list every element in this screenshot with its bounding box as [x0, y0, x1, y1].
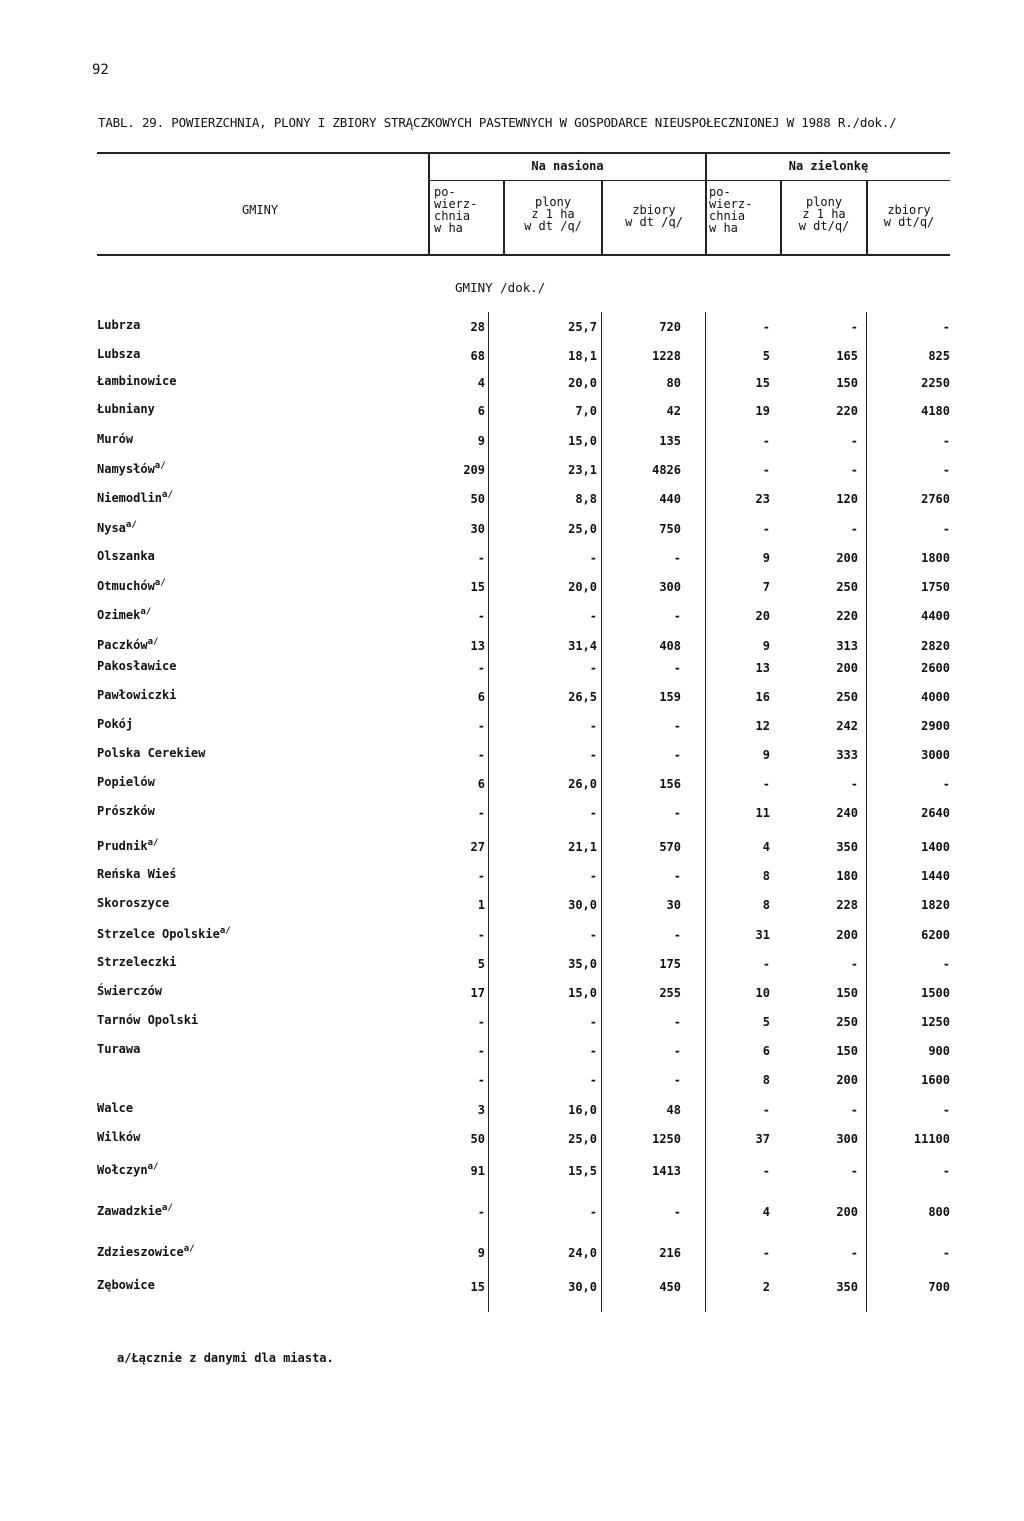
cell-yield-green: 150 [836, 376, 858, 390]
cell-yield-green: 313 [836, 639, 858, 653]
cell-area-seeds: - [477, 551, 485, 565]
row-name: Otmuchów$^{a/}$ [97, 578, 166, 593]
cell-yield-green: 150 [836, 1044, 858, 1058]
cell-harvest-seeds: 4826 [652, 463, 681, 477]
cell-harvest-seeds: - [673, 1073, 681, 1087]
cell-area-seeds: 68 [470, 349, 485, 363]
cell-yield-green: - [850, 320, 858, 334]
cell-area-green: 16 [755, 690, 770, 704]
cell-harvest-green: 2640 [921, 806, 950, 820]
cell-harvest-seeds: - [673, 869, 681, 883]
cell-yield-seeds: 8,8 [575, 492, 597, 506]
cell-harvest-green: 2760 [921, 492, 950, 506]
row-name: Ozimek$^{a/}$ [97, 607, 152, 622]
cell-harvest-seeds: - [673, 551, 681, 565]
row-footnote-mark: a/ [162, 1203, 173, 1213]
row-name: Wilków [97, 1130, 141, 1144]
cell-yield-seeds: 25,0 [568, 522, 597, 536]
cell-yield-seeds: - [589, 928, 597, 942]
row-name: Olszanka [97, 549, 155, 563]
cell-yield-green: 180 [836, 869, 858, 883]
cell-harvest-seeds: - [673, 1015, 681, 1029]
cell-area-seeds: 27 [470, 840, 485, 854]
cell-harvest-seeds: - [673, 928, 681, 942]
cell-harvest-seeds: 80 [666, 376, 681, 390]
cell-harvest-seeds: 1413 [652, 1164, 681, 1178]
header-col-harvest: zbiory w dt /q/ [625, 203, 683, 229]
cell-harvest-green: 1250 [921, 1015, 950, 1029]
cell-yield-green: - [850, 463, 858, 477]
header-col-yield: plony z 1 ha w dt /q/ [524, 195, 582, 233]
cell-yield-seeds: 26,5 [568, 690, 597, 704]
cell-yield-seeds: 24,0 [568, 1246, 597, 1260]
cell-yield-green: 300 [836, 1132, 858, 1146]
row-footnote-mark: a/ [125, 520, 137, 530]
row-footnote-mark: a/ [154, 578, 166, 588]
cell-yield-green: - [850, 957, 858, 971]
cell-yield-seeds: - [589, 661, 597, 675]
header-col-area2: po- wierz- chnia w ha [709, 185, 753, 235]
cell-area-green: 5 [762, 1015, 770, 1029]
table-title: TABL. 29. POWIERZCHNIA, PLONY I ZBIORY STRĄCZKOWYCH PASTEWNYCH W GOSPODARCE NIEUSPOŁECZNIONEJ W 1988 R./dok./ [98, 115, 897, 130]
cell-area-green: 7 [762, 580, 770, 594]
cell-area-seeds: 28 [470, 320, 485, 334]
body-vline [866, 312, 867, 1312]
cell-yield-green: 120 [836, 492, 858, 506]
cell-yield-green: 200 [836, 551, 858, 565]
cell-harvest-green: - [942, 1246, 950, 1260]
row-name: Walce [97, 1101, 134, 1115]
cell-yield-seeds: - [589, 869, 597, 883]
cell-area-green: 11 [755, 806, 770, 820]
cell-area-green: - [762, 957, 770, 971]
cell-yield-seeds: - [589, 1205, 597, 1219]
cell-harvest-seeds: 48 [666, 1103, 681, 1117]
cell-area-seeds: 9 [477, 434, 485, 448]
cell-yield-green: 240 [836, 806, 858, 820]
cell-harvest-seeds: 300 [659, 580, 681, 594]
row-name: Łambinowice [97, 374, 177, 388]
row-name: Prószków [97, 804, 155, 818]
row-footnote-mark: a/ [147, 637, 159, 647]
cell-area-seeds: 9 [477, 1246, 485, 1260]
cell-harvest-green: 4400 [921, 609, 950, 623]
row-name: Zębowice [97, 1278, 155, 1292]
cell-harvest-green: 825 [928, 349, 950, 363]
cell-harvest-green: 4180 [921, 404, 950, 418]
cell-area-seeds: 6 [477, 690, 485, 704]
cell-harvest-green: 1440 [921, 869, 950, 883]
cell-area-seeds: - [477, 928, 485, 942]
row-footnote-mark: a/ [162, 490, 173, 500]
cell-area-green: 19 [755, 404, 770, 418]
cell-area-green: 10 [755, 986, 770, 1000]
cell-area-green: - [762, 1103, 770, 1117]
cell-area-green: - [762, 1164, 770, 1178]
footnote: a/Łącznie z danymi dla miasta. [117, 1351, 334, 1365]
page-number: 92 [92, 62, 109, 78]
cell-harvest-green: 6200 [921, 928, 950, 942]
cell-yield-green: - [850, 1246, 858, 1260]
cell-yield-seeds: 18,1 [568, 349, 597, 363]
cell-harvest-green: 700 [928, 1280, 950, 1294]
cell-harvest-seeds: - [673, 806, 681, 820]
cell-harvest-seeds: 156 [659, 777, 681, 791]
cell-harvest-seeds: 720 [659, 320, 681, 334]
row-name: Zdzieszowice$^{a/}$ [97, 1244, 195, 1259]
cell-yield-seeds: 16,0 [568, 1103, 597, 1117]
cell-harvest-green: 4000 [921, 690, 950, 704]
cell-harvest-green: 1600 [921, 1073, 950, 1087]
cell-harvest-seeds: 42 [666, 404, 681, 418]
cell-harvest-green: 3000 [921, 748, 950, 762]
cell-area-seeds: 3 [477, 1103, 485, 1117]
cell-yield-green: - [850, 777, 858, 791]
cell-harvest-green: 800 [928, 1205, 950, 1219]
cell-area-seeds: - [477, 719, 485, 733]
cell-area-seeds: 17 [470, 986, 485, 1000]
header-col-area: po- wierz- chnia w ha [434, 185, 478, 235]
cell-area-seeds: 6 [477, 777, 485, 791]
cell-harvest-green: - [942, 320, 950, 334]
cell-area-green: - [762, 320, 770, 334]
cell-yield-seeds: 15,0 [568, 434, 597, 448]
row-name: Nysa$^{a/}$ [97, 520, 137, 535]
cell-area-seeds: - [477, 1015, 485, 1029]
cell-harvest-seeds: - [673, 748, 681, 762]
cell-yield-seeds: 15,0 [568, 986, 597, 1000]
row-name: Paczków$^{a/}$ [97, 637, 159, 652]
cell-yield-seeds: - [589, 806, 597, 820]
cell-harvest-seeds: 175 [659, 957, 681, 971]
cell-harvest-seeds: 255 [659, 986, 681, 1000]
cell-area-seeds: 30 [470, 522, 485, 536]
row-name: Lubrza [97, 318, 141, 332]
cell-area-green: - [762, 1246, 770, 1260]
row-name: Polska Cerekiew [97, 746, 206, 760]
cell-area-green: 31 [755, 928, 770, 942]
cell-area-seeds: - [477, 1073, 485, 1087]
cell-harvest-green: 11100 [913, 1132, 950, 1146]
cell-harvest-green: - [942, 463, 950, 477]
cell-harvest-green: 1750 [921, 580, 950, 594]
cell-harvest-seeds: - [673, 1205, 681, 1219]
cell-harvest-green: 900 [928, 1044, 950, 1058]
row-name: Niemodlin$^{a/}$ [97, 490, 173, 505]
cell-yield-seeds: 20,0 [568, 580, 597, 594]
cell-area-green: - [762, 522, 770, 536]
cell-yield-seeds: 30,0 [568, 1280, 597, 1294]
cell-area-green: - [762, 777, 770, 791]
cell-area-green: 12 [755, 719, 770, 733]
cell-harvest-seeds: 159 [659, 690, 681, 704]
cell-area-seeds: - [477, 1044, 485, 1058]
cell-yield-seeds: - [589, 748, 597, 762]
cell-harvest-seeds: 1250 [652, 1132, 681, 1146]
cell-yield-green: 250 [836, 690, 858, 704]
cell-yield-green: 220 [836, 609, 858, 623]
cell-yield-green: 333 [836, 748, 858, 762]
cell-area-seeds: 4 [477, 376, 485, 390]
header-bottom-rule [97, 254, 950, 256]
cell-yield-green: - [850, 1103, 858, 1117]
cell-yield-seeds: 31,4 [568, 639, 597, 653]
cell-area-green: 4 [762, 840, 770, 854]
cell-yield-green: 220 [836, 404, 858, 418]
header-gminy: GMINY [241, 203, 279, 217]
cell-area-green: 9 [762, 639, 770, 653]
row-name: Tarnów Opolski [97, 1013, 199, 1027]
header-group-rule [428, 180, 950, 181]
cell-yield-green: 150 [836, 986, 858, 1000]
cell-yield-seeds: 15,5 [568, 1164, 597, 1178]
row-name: Łubniany [97, 402, 155, 416]
cell-harvest-green: 2600 [921, 661, 950, 675]
cell-harvest-seeds: - [673, 719, 681, 733]
row-name: Prudnik$^{a/}$ [97, 838, 159, 853]
row-name: Turawa [97, 1042, 141, 1056]
cell-yield-green: 250 [836, 580, 858, 594]
cell-area-seeds: 50 [470, 1132, 485, 1146]
cell-area-green: - [762, 434, 770, 448]
body-vline [488, 312, 489, 1312]
cell-area-seeds: 15 [470, 580, 485, 594]
cell-harvest-seeds: 1228 [652, 349, 681, 363]
row-name: Popielów [97, 775, 155, 789]
cell-area-green: 4 [762, 1205, 770, 1219]
cell-area-seeds: 50 [470, 492, 485, 506]
cell-area-green: 5 [762, 349, 770, 363]
cell-area-green: 23 [755, 492, 770, 506]
row-footnote-mark: a/ [147, 1162, 159, 1172]
cell-harvest-green: - [942, 522, 950, 536]
row-name: Lubsza [97, 347, 141, 361]
cell-harvest-green: - [942, 1103, 950, 1117]
cell-area-green: 8 [762, 869, 770, 883]
cell-area-green: 8 [762, 898, 770, 912]
cell-yield-seeds: - [589, 551, 597, 565]
header-col-harvest2: zbiory w dt/q/ [883, 203, 935, 229]
cell-area-green: 9 [762, 551, 770, 565]
row-name: Wołczyn$^{a/}$ [97, 1162, 159, 1177]
row-name: Namysłów$^{a/}$ [97, 461, 166, 476]
cell-area-seeds: 1 [477, 898, 485, 912]
cell-area-green: 6 [762, 1044, 770, 1058]
header-top-rule [97, 152, 950, 154]
cell-area-seeds: - [477, 609, 485, 623]
cell-area-seeds: 15 [470, 1280, 485, 1294]
cell-harvest-green: 2820 [921, 639, 950, 653]
cell-harvest-seeds: 216 [659, 1246, 681, 1260]
cell-area-green: 15 [755, 376, 770, 390]
cell-harvest-green: - [942, 957, 950, 971]
cell-yield-seeds: 20,0 [568, 376, 597, 390]
cell-harvest-seeds: 135 [659, 434, 681, 448]
cell-harvest-seeds: 30 [666, 898, 681, 912]
cell-area-green: - [762, 463, 770, 477]
cell-yield-seeds: 26,0 [568, 777, 597, 791]
row-name: Zawadzkie$^{a/}$ [97, 1203, 173, 1218]
cell-yield-seeds: 23,1 [568, 463, 597, 477]
cell-harvest-seeds: - [673, 1044, 681, 1058]
row-name: Skoroszyce [97, 896, 170, 910]
cell-harvest-green: - [942, 777, 950, 791]
row-footnote-mark: a/ [219, 926, 231, 936]
cell-harvest-seeds: - [673, 661, 681, 675]
cell-area-green: 9 [762, 748, 770, 762]
section-label: GMINY /dok./ [455, 280, 546, 295]
cell-yield-seeds: - [589, 1073, 597, 1087]
cell-area-seeds: - [477, 661, 485, 675]
row-name: Pawłowiczki [97, 688, 177, 702]
cell-yield-seeds: 30,0 [568, 898, 597, 912]
cell-area-green: 20 [755, 609, 770, 623]
row-footnote-mark: a/ [154, 461, 166, 471]
cell-area-seeds: 5 [477, 957, 485, 971]
cell-area-seeds: 13 [470, 639, 485, 653]
cell-yield-seeds: - [589, 609, 597, 623]
cell-yield-seeds: 21,1 [568, 840, 597, 854]
cell-area-seeds: 91 [470, 1164, 485, 1178]
row-footnote-mark: a/ [147, 838, 159, 848]
header-group-seeds: Na nasiona [531, 159, 604, 173]
cell-area-green: 13 [755, 661, 770, 675]
cell-area-green: 8 [762, 1073, 770, 1087]
cell-harvest-green: - [942, 434, 950, 448]
cell-yield-seeds: - [589, 1015, 597, 1029]
cell-yield-green: 165 [836, 349, 858, 363]
row-name: Reńska Wieś [97, 867, 177, 881]
cell-harvest-seeds: 408 [659, 639, 681, 653]
cell-area-seeds: 6 [477, 404, 485, 418]
row-name: Pakosławice [97, 659, 177, 673]
header-col-yield2: plony z 1 ha w dt/q/ [798, 195, 850, 233]
row-name: Murów [97, 432, 134, 446]
cell-yield-seeds: 7,0 [575, 404, 597, 418]
cell-area-seeds: 209 [463, 463, 485, 477]
cell-harvest-green: 1820 [921, 898, 950, 912]
cell-yield-green: - [850, 522, 858, 536]
cell-harvest-seeds: 450 [659, 1280, 681, 1294]
cell-yield-green: 200 [836, 1073, 858, 1087]
cell-yield-green: 200 [836, 928, 858, 942]
cell-harvest-seeds: 570 [659, 840, 681, 854]
cell-yield-green: - [850, 1164, 858, 1178]
cell-yield-green: 242 [836, 719, 858, 733]
cell-yield-seeds: 25,7 [568, 320, 597, 334]
cell-area-green: 37 [755, 1132, 770, 1146]
cell-yield-seeds: 35,0 [568, 957, 597, 971]
cell-yield-green: 200 [836, 661, 858, 675]
row-name: Świerczów [97, 984, 163, 998]
cell-area-seeds: - [477, 1205, 485, 1219]
cell-yield-green: 200 [836, 1205, 858, 1219]
cell-yield-green: 228 [836, 898, 858, 912]
row-footnote-mark: a/ [140, 607, 152, 617]
header-group-green: Na zielonkę [788, 159, 869, 173]
cell-harvest-green: 2900 [921, 719, 950, 733]
cell-yield-seeds: - [589, 1044, 597, 1058]
cell-area-seeds: - [477, 806, 485, 820]
cell-area-seeds: - [477, 869, 485, 883]
cell-yield-seeds: 25,0 [568, 1132, 597, 1146]
cell-yield-green: 250 [836, 1015, 858, 1029]
cell-harvest-seeds: - [673, 609, 681, 623]
cell-yield-green: - [850, 434, 858, 448]
cell-area-green: 2 [762, 1280, 770, 1294]
cell-yield-green: 350 [836, 840, 858, 854]
cell-yield-seeds: - [589, 719, 597, 733]
cell-harvest-green: 1800 [921, 551, 950, 565]
row-name: Strzeleczki [97, 955, 177, 969]
cell-harvest-green: 1400 [921, 840, 950, 854]
cell-harvest-green: - [942, 1164, 950, 1178]
row-name: Pokój [97, 717, 134, 731]
row-footnote-mark: a/ [183, 1244, 195, 1254]
cell-yield-green: 350 [836, 1280, 858, 1294]
cell-harvest-green: 2250 [921, 376, 950, 390]
cell-harvest-seeds: 750 [659, 522, 681, 536]
cell-area-seeds: - [477, 748, 485, 762]
row-name: Strzelce Opolskie$^{a/}$ [97, 926, 231, 941]
cell-harvest-seeds: 440 [659, 492, 681, 506]
cell-harvest-green: 1500 [921, 986, 950, 1000]
